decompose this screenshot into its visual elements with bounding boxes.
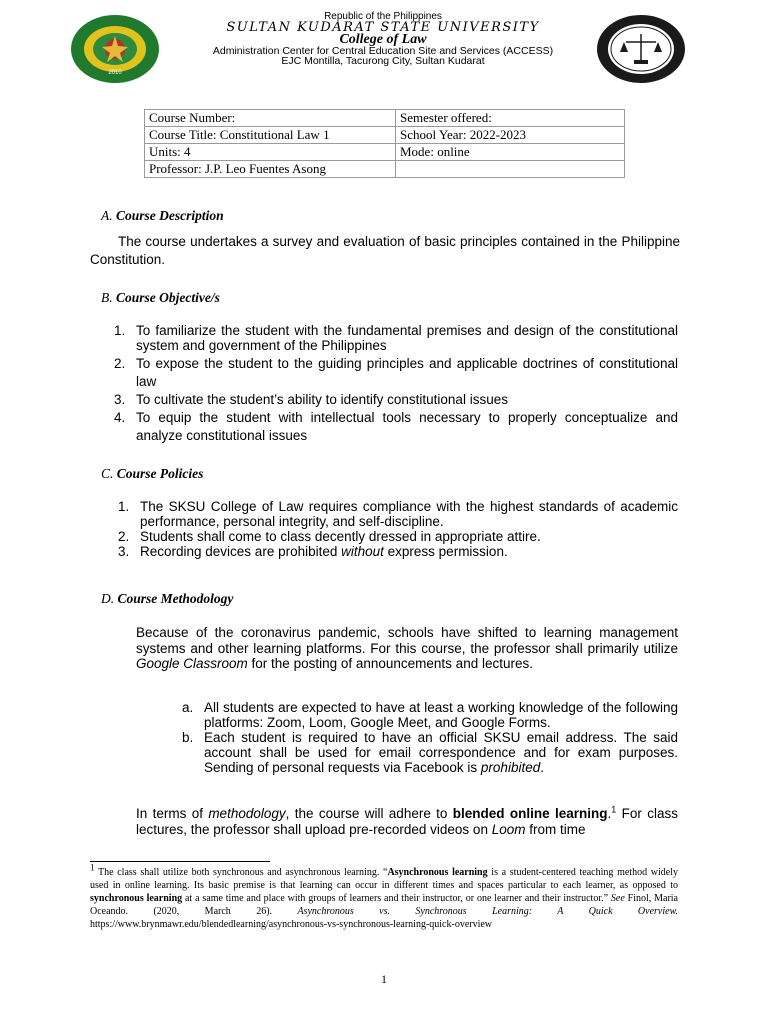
course-number-cell: Course Number: <box>145 110 396 127</box>
list-number: 4. <box>114 410 126 425</box>
paragraph-text: In terms of <box>136 806 209 821</box>
footnote <box>90 862 678 931</box>
course-description-text: The course undertakes a survey and evaluation of basic principles contained in the Philippine Constitution. <box>90 234 680 267</box>
footnote-bold: Asynchronous learning <box>387 867 488 878</box>
footnote-reference[interactable]: 1 <box>611 804 617 815</box>
objectives-list <box>114 323 678 445</box>
policies-list <box>118 499 678 559</box>
table-row <box>145 161 625 178</box>
list-text: Each student is required to have an official SKSU email address. The said account shall be used for email correspondence and for exam purposes. Sending of personal requests via Facebook is <box>204 730 678 775</box>
footnote-text: at a same time and place with groups of learners and their instructor, or one learner and their instructor.” <box>182 893 611 904</box>
list-item <box>114 391 678 409</box>
list-item <box>118 544 678 559</box>
empty-cell <box>396 161 625 178</box>
school-year-cell: School Year: 2022-2023 <box>396 127 625 144</box>
google-classroom-text: Google Classroom <box>136 656 248 671</box>
list-text: To familiarize the student with the fundamental premises and design of the constitutional system and government of the Philippines <box>136 323 678 353</box>
methodology-sub-list <box>182 700 678 775</box>
list-number: 3. <box>118 544 130 559</box>
seal-year: 2010 <box>108 70 122 76</box>
paragraph-text: for the posting of announcements and lectures. <box>247 656 533 671</box>
list-number: 2. <box>114 356 126 371</box>
professor-cell: Professor: J.P. Leo Fuentes Asong <box>145 161 396 178</box>
header-republic: Republic of the Philippines <box>324 11 442 22</box>
list-text: All students are expected to have at least a working knowledge of the following platforms: Zoom, Loom, Google Meet, and Google Forms. <box>204 700 678 730</box>
section-title: Course Description <box>116 208 224 223</box>
paragraph-text: For class lectures, the professor shall upload pre-recorded videos on <box>136 806 678 837</box>
paragraph-text: , the course will adhere to <box>285 806 453 821</box>
list-text-post: . <box>540 760 544 775</box>
list-number: 2. <box>118 529 130 544</box>
footnote-italic: See <box>610 893 625 904</box>
list-item <box>118 499 678 529</box>
list-item <box>114 355 678 391</box>
methodology-paragraph-2 <box>136 806 678 837</box>
list-item <box>182 730 678 775</box>
prohibited-text: prohibited <box>480 760 541 775</box>
section-title: Course Methodology <box>117 591 234 606</box>
section-letter: D. <box>101 591 115 606</box>
table-row <box>145 127 625 144</box>
header-college-name: College of Law <box>339 32 427 47</box>
list-text: Students shall come to class decently dressed in appropriate attire. <box>140 529 541 544</box>
footnote-number: 1 <box>90 862 95 873</box>
section-letter: A. <box>101 208 113 223</box>
list-item <box>114 409 678 445</box>
list-text-post: express permission. <box>383 544 508 559</box>
footnote-divider <box>90 861 270 862</box>
section-letter: B. <box>101 290 113 305</box>
methodology-emphasis: methodology <box>208 806 286 821</box>
header-admin-center: Administration Center for Central Education Site and Services (ACCESS) <box>212 45 554 57</box>
list-letter: b. <box>182 730 194 745</box>
list-text-emphasis: without <box>341 544 384 559</box>
list-text-pre: Recording devices are prohibited <box>140 544 342 559</box>
footnote-italic: Asynchronous vs. Synchronous Learning: A Quick Overview. <box>297 906 678 917</box>
footnote-text: Finol, Maria Oceando. (2020, March 26). <box>90 893 678 917</box>
loom-emphasis: Loom <box>491 821 526 837</box>
list-item <box>114 323 678 353</box>
methodology-paragraph-1 <box>136 625 678 672</box>
section-b-heading <box>101 290 220 306</box>
list-number: 3. <box>114 392 126 407</box>
semester-cell: Semester offered: <box>396 110 625 127</box>
section-title: Course Objective/s <box>116 290 220 305</box>
footnote-text: The class shall utilize both synchronous and asynchronous learning. “ <box>94 867 388 878</box>
course-title-cell: Course Title: Constitutional Law 1 <box>145 127 396 144</box>
list-text: To expose the student to the guiding principles and applicable doctrines of constitutional law <box>136 356 678 389</box>
paragraph-text: . <box>607 806 612 821</box>
table-row <box>145 144 625 161</box>
paragraph-text: from time <box>525 821 586 837</box>
section-a-heading <box>101 208 224 224</box>
list-text: To cultivate the student’s ability to identify constitutional issues <box>136 392 508 407</box>
footnote-link[interactable]: https://www.brynmawr.edu/blendedlearning/asynchronous-vs-synchronous-learning-quick-overview <box>90 919 493 930</box>
table-row <box>145 110 625 127</box>
blended-learning-strong: blended online learning <box>452 806 608 821</box>
sksu-seal-logo <box>70 14 160 84</box>
list-number: 1. <box>114 323 126 338</box>
units-cell: Units: 4 <box>145 144 396 161</box>
header-location: EJC Montilla, Tacurong City, Sultan Kudarat <box>281 55 485 67</box>
list-item <box>118 529 678 544</box>
section-d-heading <box>101 591 233 607</box>
footnote-bold: synchronous learning <box>90 893 183 904</box>
list-text: The SKSU College of Law requires compliance with the highest standards of academic performance, personal integrity, and self-discipline. <box>140 499 678 529</box>
page-number: 1 <box>381 972 387 986</box>
header-university-name: SULTAN KUDARAT STATE UNIVERSITY <box>226 20 540 35</box>
mode-cell: Mode: online <box>396 144 625 161</box>
list-item <box>182 700 678 730</box>
section-letter: C. <box>101 466 114 481</box>
list-number: 1. <box>118 499 130 514</box>
course-info-table <box>144 109 625 178</box>
footnote-text: is a student-centered teaching method widely used in online learning. Its basic premise is that learning can occur in different times and spaces particular to each learner, as opposed to <box>90 867 678 891</box>
list-letter: a. <box>182 700 194 715</box>
section-c-heading <box>101 466 203 482</box>
section-title: Course Policies <box>116 466 204 481</box>
list-text: To equip the student with intellectual tools necessary to properly conceptualize and analyze constitutional issues <box>136 410 678 443</box>
paragraph-text: Because of the coronavirus pandemic, schools have shifted to learning management systems and other learning platforms. For this course, the professor shall primarily utilize <box>136 625 678 656</box>
